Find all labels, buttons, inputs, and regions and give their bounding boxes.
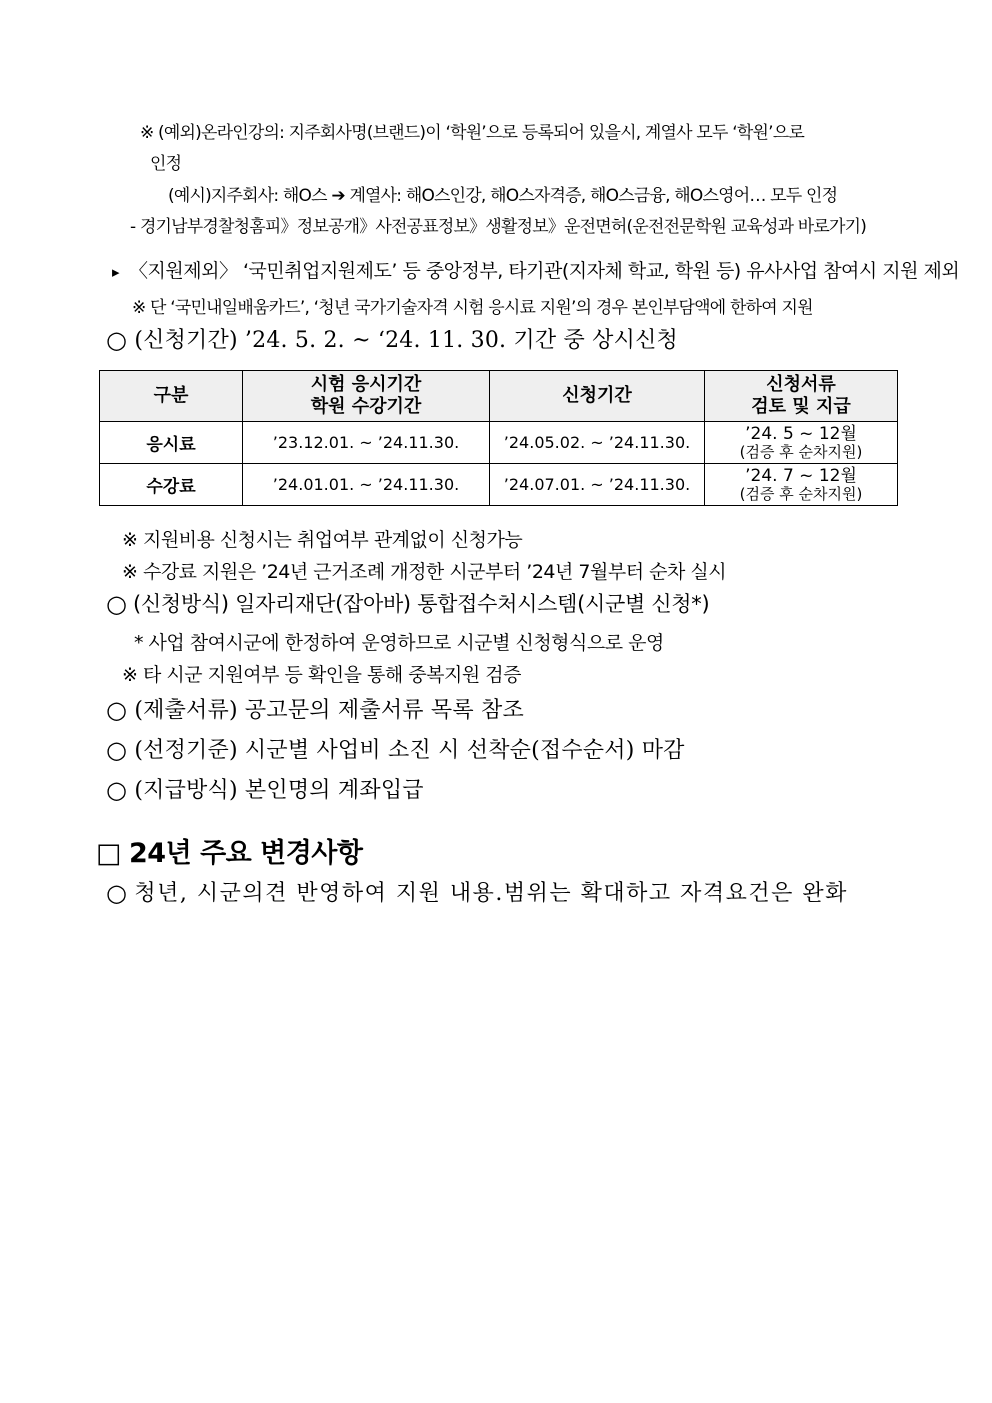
row-docs-line1: ’24. 5 ~ 12월 — [745, 423, 857, 444]
method-text: (신청방식) 일자리재단(잡아바) 통합접수처시스템(시군별 신청*) — [133, 592, 710, 616]
row-docs-line2: (검증 후 순차지원) — [739, 442, 863, 461]
table-header-row — [100, 371, 898, 422]
changes-item — [106, 876, 848, 907]
payment-item — [106, 773, 424, 804]
arrow-right-icon: ➔ — [331, 186, 345, 206]
row-docs — [705, 464, 898, 506]
example-note — [168, 181, 837, 206]
row-category: 응시료 — [100, 422, 243, 464]
circle-bullet-icon: ○ — [106, 879, 128, 907]
row-category: 수강료 — [100, 464, 243, 506]
header-exam-line1: 시험 응시기간 — [310, 374, 422, 395]
row-exam-period: ’23.12.01. ~ ’24.11.30. — [243, 422, 490, 464]
payment-text: (지급방식) 본인명의 계좌입급 — [134, 778, 424, 803]
period-text: (신청기간) ’24. 5. 2. ~ ‘24. 11. 30. 기간 중 상시신청 — [134, 328, 678, 353]
source-path-note: - 경기남부경찰청홈피》정보공개》사전공표정보》생활정보》운전면허(운전전문학원 교육성과 바로가기) — [130, 217, 867, 237]
row-apply-period: ’24.07.01. ~ ’24.11.30. — [490, 464, 705, 506]
circle-bullet-icon: ○ — [106, 736, 128, 764]
row-exam-period: ’24.01.01. ~ ’24.11.30. — [243, 464, 490, 506]
circle-bullet-icon: ○ — [106, 590, 127, 618]
method-note-2: ※ 타 시군 지원여부 등 확인을 통해 중복지원 검증 — [122, 664, 521, 686]
schedule-table — [99, 370, 898, 506]
circle-bullet-icon: ○ — [106, 326, 128, 354]
method-item — [106, 588, 709, 618]
exception-note-line1: ※ (예외)온라인강의: 지주회사명(브랜드)이 ‘학원’으로 등록되어 있을시, 계열사 모두 ‘학원’으로 — [140, 123, 804, 143]
changes-text: 청년, 시군의견 반영하여 지원 내용.범위는 확대하고 자격요건은 완화 — [134, 881, 848, 906]
section-title: 24년 주요 변경사항 — [129, 838, 363, 869]
section-heading — [96, 831, 362, 870]
row-apply-period: ’24.05.02. ~ ’24.11.30. — [490, 422, 705, 464]
circle-bullet-icon: ○ — [106, 696, 128, 724]
exclusion-text: 〈지원제외〉 ‘국민취업지원제도’ 등 중앙정부, 타기관(지자체 학교, 학원 등) 유사사업 참여시 지원 제외 — [129, 260, 960, 282]
selection-text: (선정기준) 시군별 사업비 소진 시 선착순(접수순서) 마감 — [134, 738, 685, 763]
checkbox-square-icon: □ — [96, 838, 122, 869]
triangle-bullet-icon: ▸ — [112, 263, 120, 281]
exception-note-line2: 인정 — [150, 154, 182, 174]
header-apply-period: 신청기간 — [490, 371, 705, 422]
header-docs-line2: 검토 및 지급 — [751, 396, 851, 417]
header-docs — [705, 371, 898, 422]
row-docs-line2: (검증 후 순차지원) — [739, 484, 863, 503]
row-docs — [705, 422, 898, 464]
table-note-2: ※ 수강료 지원은 ’24년 근거조례 개정한 시군부터 ’24년 7월부터 순차 실시 — [122, 561, 727, 583]
documents-item — [106, 693, 524, 724]
example-prefix: (예시)지주회사: 해O스 — [168, 186, 327, 206]
method-note-1: * 사업 참여시군에 한정하여 운영하므로 시군별 신청형식으로 운영 — [134, 632, 664, 654]
table-row — [100, 422, 898, 464]
header-docs-line1: 신청서류 — [766, 374, 836, 395]
header-exam-line2: 학원 수강기간 — [310, 396, 422, 417]
exclusion-item — [112, 256, 959, 283]
documents-text: (제출서류) 공고문의 제출서류 목록 참조 — [134, 698, 524, 723]
header-exam-period — [243, 371, 490, 422]
header-category: 구분 — [100, 371, 243, 422]
row-docs-line1: ’24. 7 ~ 12월 — [745, 465, 857, 486]
selection-item — [106, 733, 685, 764]
exclusion-note: ※ 단 ‘국민내일배움카드’, ‘청년 국가기술자격 시험 응시료 지원’의 경우 본인부담액에 한하여 지원 — [132, 298, 813, 318]
table-note-1: ※ 지원비용 신청시는 취업여부 관계없이 신청가능 — [122, 529, 523, 551]
example-suffix: 계열사: 해O스인강, 해O스자격증, 해O스금융, 해O스영어… 모두 인정 — [349, 186, 838, 206]
table-row — [100, 464, 898, 506]
circle-bullet-icon: ○ — [106, 776, 128, 804]
period-item — [106, 323, 678, 354]
